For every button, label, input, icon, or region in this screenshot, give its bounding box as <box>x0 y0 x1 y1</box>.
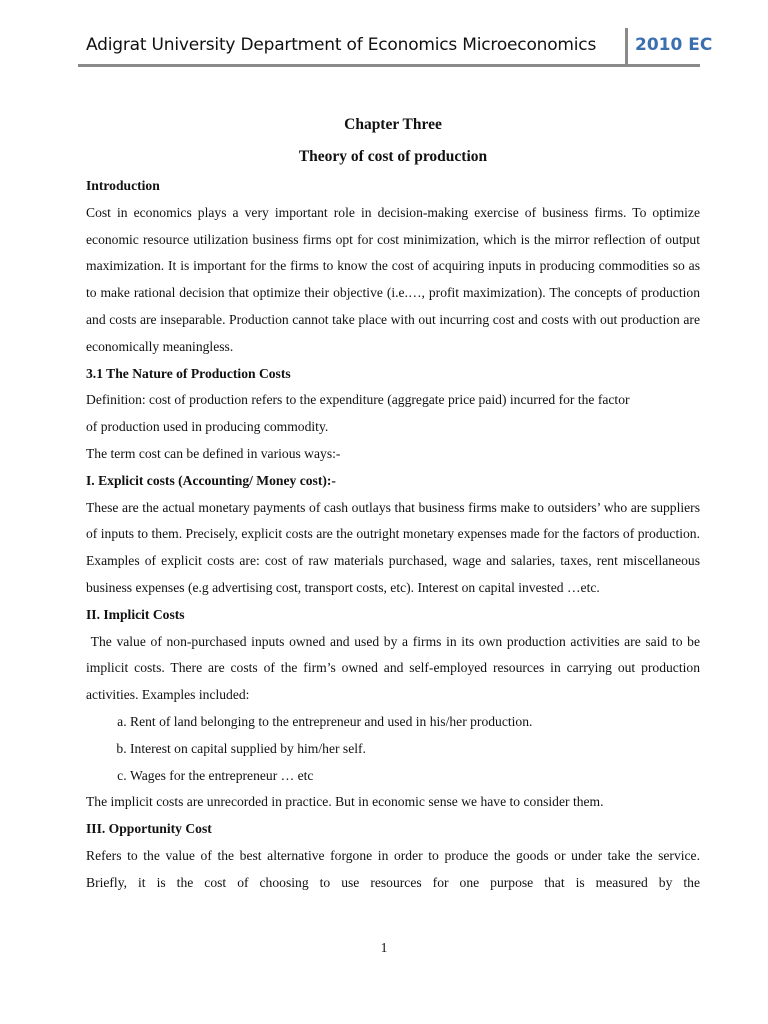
list-item: a. Rent of land belonging to the entrepreneur and used in his/her production. <box>130 709 700 736</box>
section-31-heading: 3.1 The Nature of Production Costs <box>86 365 291 381</box>
page-number: 1 <box>380 940 388 955</box>
chapter-label: Chapter Three <box>344 116 442 133</box>
header-divider <box>625 28 628 64</box>
implicit-heading: II. Implicit Costs <box>86 606 185 622</box>
explicit-paragraph: These are the actual monetary payments of cash outlays that business firms make to outsiders’ who are suppliers of inputs to them. Precisely, explicit costs are the outright monetary expenses made for the factors of production. Examples of explicit costs are: cost of raw materials purchased, wage and salaries, taxes, rent miscellaneous business expenses (e.g advertising cost, transport costs, etc). Interest on capital invested …etc. <box>86 499 700 595</box>
intro-paragraph: Cost in economics plays a very important role in decision-making exercise of business firms. To optimize economic resource utilization business firms opt for cost minimization, which is the mirror reflection of output maximization. It is important for the firms to know the cost of acquiring inputs in producing commodities so as to make rational decision that optimize their objective (i.e.…, profit maximization). The concepts of production and costs are inseparable. Production cannot take place with out incurring cost and costs with out production are economically meaningless. <box>86 204 700 354</box>
definition-line-2: of production used in producing commodity. <box>86 419 329 435</box>
implicit-examples-list <box>86 709 700 789</box>
opportunity-paragraph: Refers to the value of the best alternative forgone in order to produce the goods or under take the service. Briefly, it is the cost of choosing to use resources for one purpose that is measured by the <box>86 847 700 890</box>
explicit-heading: I. Explicit costs (Accounting/ Money cost):- <box>86 472 336 488</box>
implicit-paragraph: The value of non-purchased inputs owned and used by a firms in its own production activities are said to be implicit costs. There are costs of the firm’s owned and self-employed resources in carrying out production activities. Examples included: <box>86 633 704 703</box>
opportunity-heading: III. Opportunity Cost <box>86 821 212 837</box>
intro-heading: Introduction <box>86 178 160 193</box>
chapter-title: Theory of cost of production <box>298 148 488 165</box>
header-year: 2010 EC <box>635 35 713 55</box>
implicit-note: The implicit costs are unrecorded in practice. But in economic sense we have to consider them. <box>86 794 604 810</box>
page-header <box>78 26 713 67</box>
list-item: b. Interest on capital supplied by him/her self. <box>130 736 700 763</box>
term-line: The term cost can be defined in various ways:- <box>86 445 341 461</box>
header-title: Adigrat University Department of Economics Microeconomics <box>86 35 597 55</box>
list-item: c. Wages for the entrepreneur … etc <box>130 763 700 790</box>
document-body <box>86 114 704 897</box>
definition-line-1: Definition: cost of production refers to the expenditure (aggregate price paid) incurred for the factor <box>86 392 630 408</box>
